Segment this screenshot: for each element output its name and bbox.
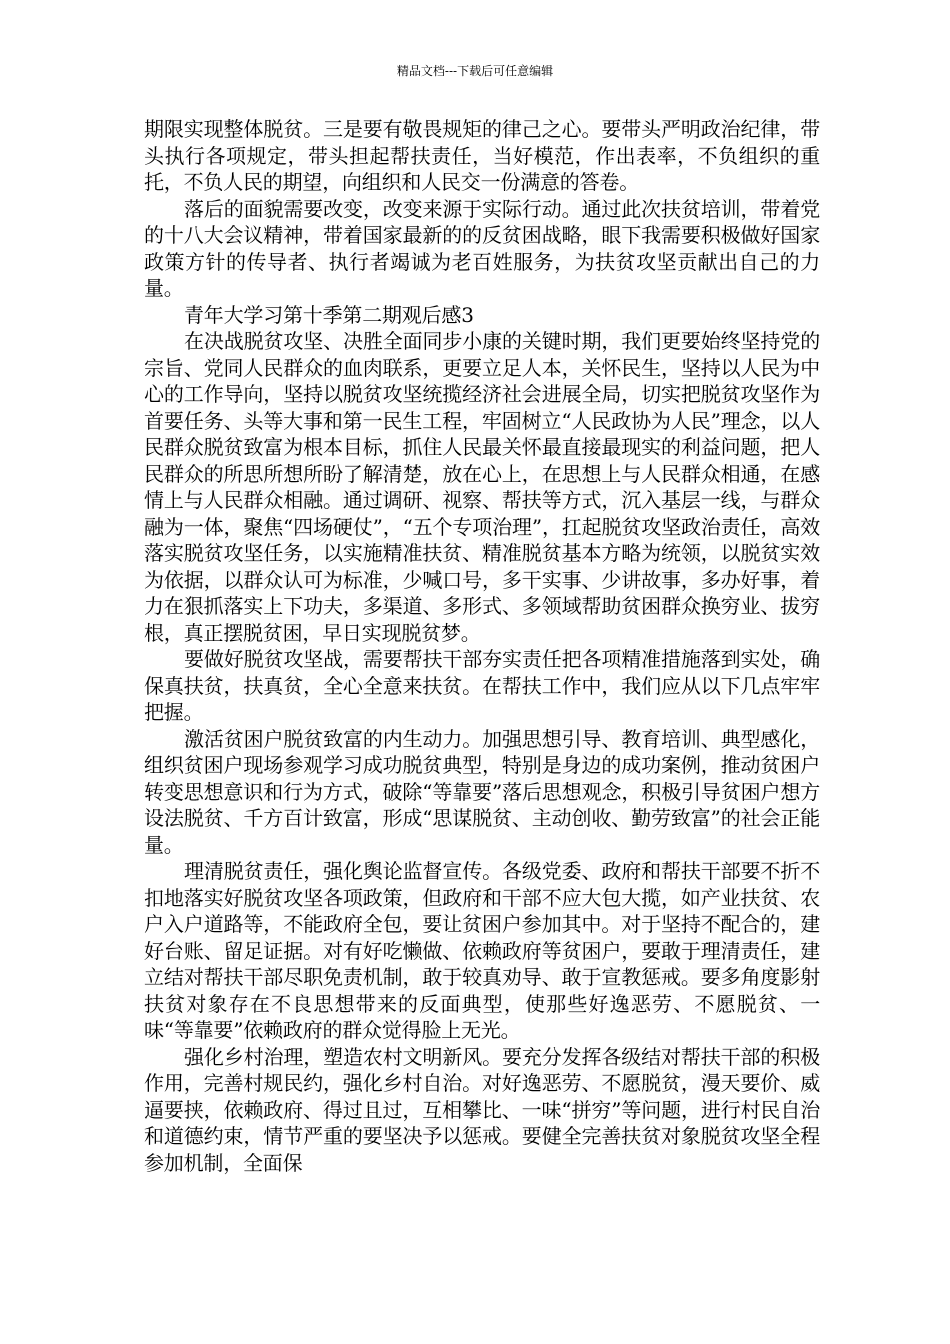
paragraph-3: 在决战脱贫攻坚、决胜全面同步小康的关键时期，我们更要始终坚持党的宗旨、党同人民群众的血肉联系，更要立足人本，关怀民生，坚持以人民为中心的工作导向，坚持以脱贫攻坚统揽经济社会进展全局，切实把脱贫攻坚作为首要任务、头等大事和第一民生工程，牢固树立“人民政协为人民”理念，以人民群众脱贫致富为根本目标，抓住人民最关怀最直接最现实的利益问题，把人民群众的所思所想所盼了解清楚，放在心上，在思想上与人民群众相通，在感情上与人民群众相融。通过调研、视察、帮扶等方式，沉入基层一线，与群众融为一体，聚焦“四场硬仗”，“五个专项治理”，扛起脱贫攻坚政治责任，高效落实脱贫攻坚任务，以实施精准扶贫、精准脱贫基本方略为统领，以脱贫实效为依据，以群众认可为标准，少喊口号，多干实事、少讲故事，多办好事，着力在狠抓落实上下功夫，多渠道、多形式、多领域帮助贫困群众换穷业、拔穷根，真正摆脱贫困，早日实现脱贫梦。 bbox=[144, 329, 820, 645]
page-header: 精品文档---下载后可任意编辑 bbox=[396, 64, 554, 78]
paragraph-7: 强化乡村治理，塑造农村文明新风。要充分发挥各级结对帮扶干部的积极作用，完善村规民约，强化乡村自治。对好逸恶劳、不愿脱贫，漫天要价、威逼要挟，依赖政府、得过且过，互相攀比、一味“拼穷”等问题，进行村民自治和道德约束，情节严重的要坚决予以惩戒。要健全完善扶贫对象脱贫攻坚全程参加机制，全面保 bbox=[144, 1044, 820, 1175]
paragraph-5: 激活贫困户脱贫致富的内生动力。加强思想引导、教育培训、典型感化，组织贫困户现场参观学习成功脱贫典型，特别是身边的成功案例，推动贫困户转变思想意识和行为方式，破除“等靠要”落后思想观念，积极引导贫困户想方设法脱贫、千方百计致富，形成“思谋脱贫、主动创收、勤劳致富”的社会正能量。 bbox=[144, 726, 820, 857]
paragraph-6: 理清脱贫责任，强化舆论监督宣传。各级党委、政府和帮扶干部要不折不扣地落实好脱贫攻坚各项政策，但政府和干部不应大包大揽，如产业扶贫、农户入户道路等，不能政府全包，要让贫困户参加其中。对于坚持不配合的，建好台账、留足证据。对有好吃懒做、依赖政府等贫困户，要敢于理清责任，建立结对帮扶干部尽职免责机制，敢于较真劝导、敢于宣教惩戒。要多角度影射扶贫对象存在不良思想带来的反面典型，使那些好逸恶劳、不愿脱贫、一味“等靠要”依赖政府的群众觉得脸上无光。 bbox=[144, 859, 820, 1042]
paragraph-1: 期限实现整体脱贫。三是要有敬畏规矩的律己之心。要带头严明政治纪律，带头执行各项规定，带头担起帮扶责任，当好模范，作出表率，不负组织的重托，不负人民的期望，向组织和人民交一份满意的答卷。 bbox=[144, 117, 820, 194]
paragraph-2: 落后的面貌需要改变，改变来源于实际行动。通过此次扶贫培训，带着党的十八大会议精神，带着国家最新的的反贫困战略，眼下我需要积极做好国家政策方针的传导者、执行者竭诚为老百姓服务，为扶贫攻坚贡献出自己的力量。 bbox=[144, 196, 820, 300]
section-title: 青年大学习第十季第二期观后感3 bbox=[184, 302, 474, 327]
document-body bbox=[144, 116, 820, 1176]
paragraph-4: 要做好脱贫攻坚战，需要帮扶干部夯实责任把各项精准措施落到实处，确保真扶贫，扶真贫，全心全意来扶贫。在帮扶工作中，我们应从以下几点牢牢把握。 bbox=[144, 647, 820, 724]
